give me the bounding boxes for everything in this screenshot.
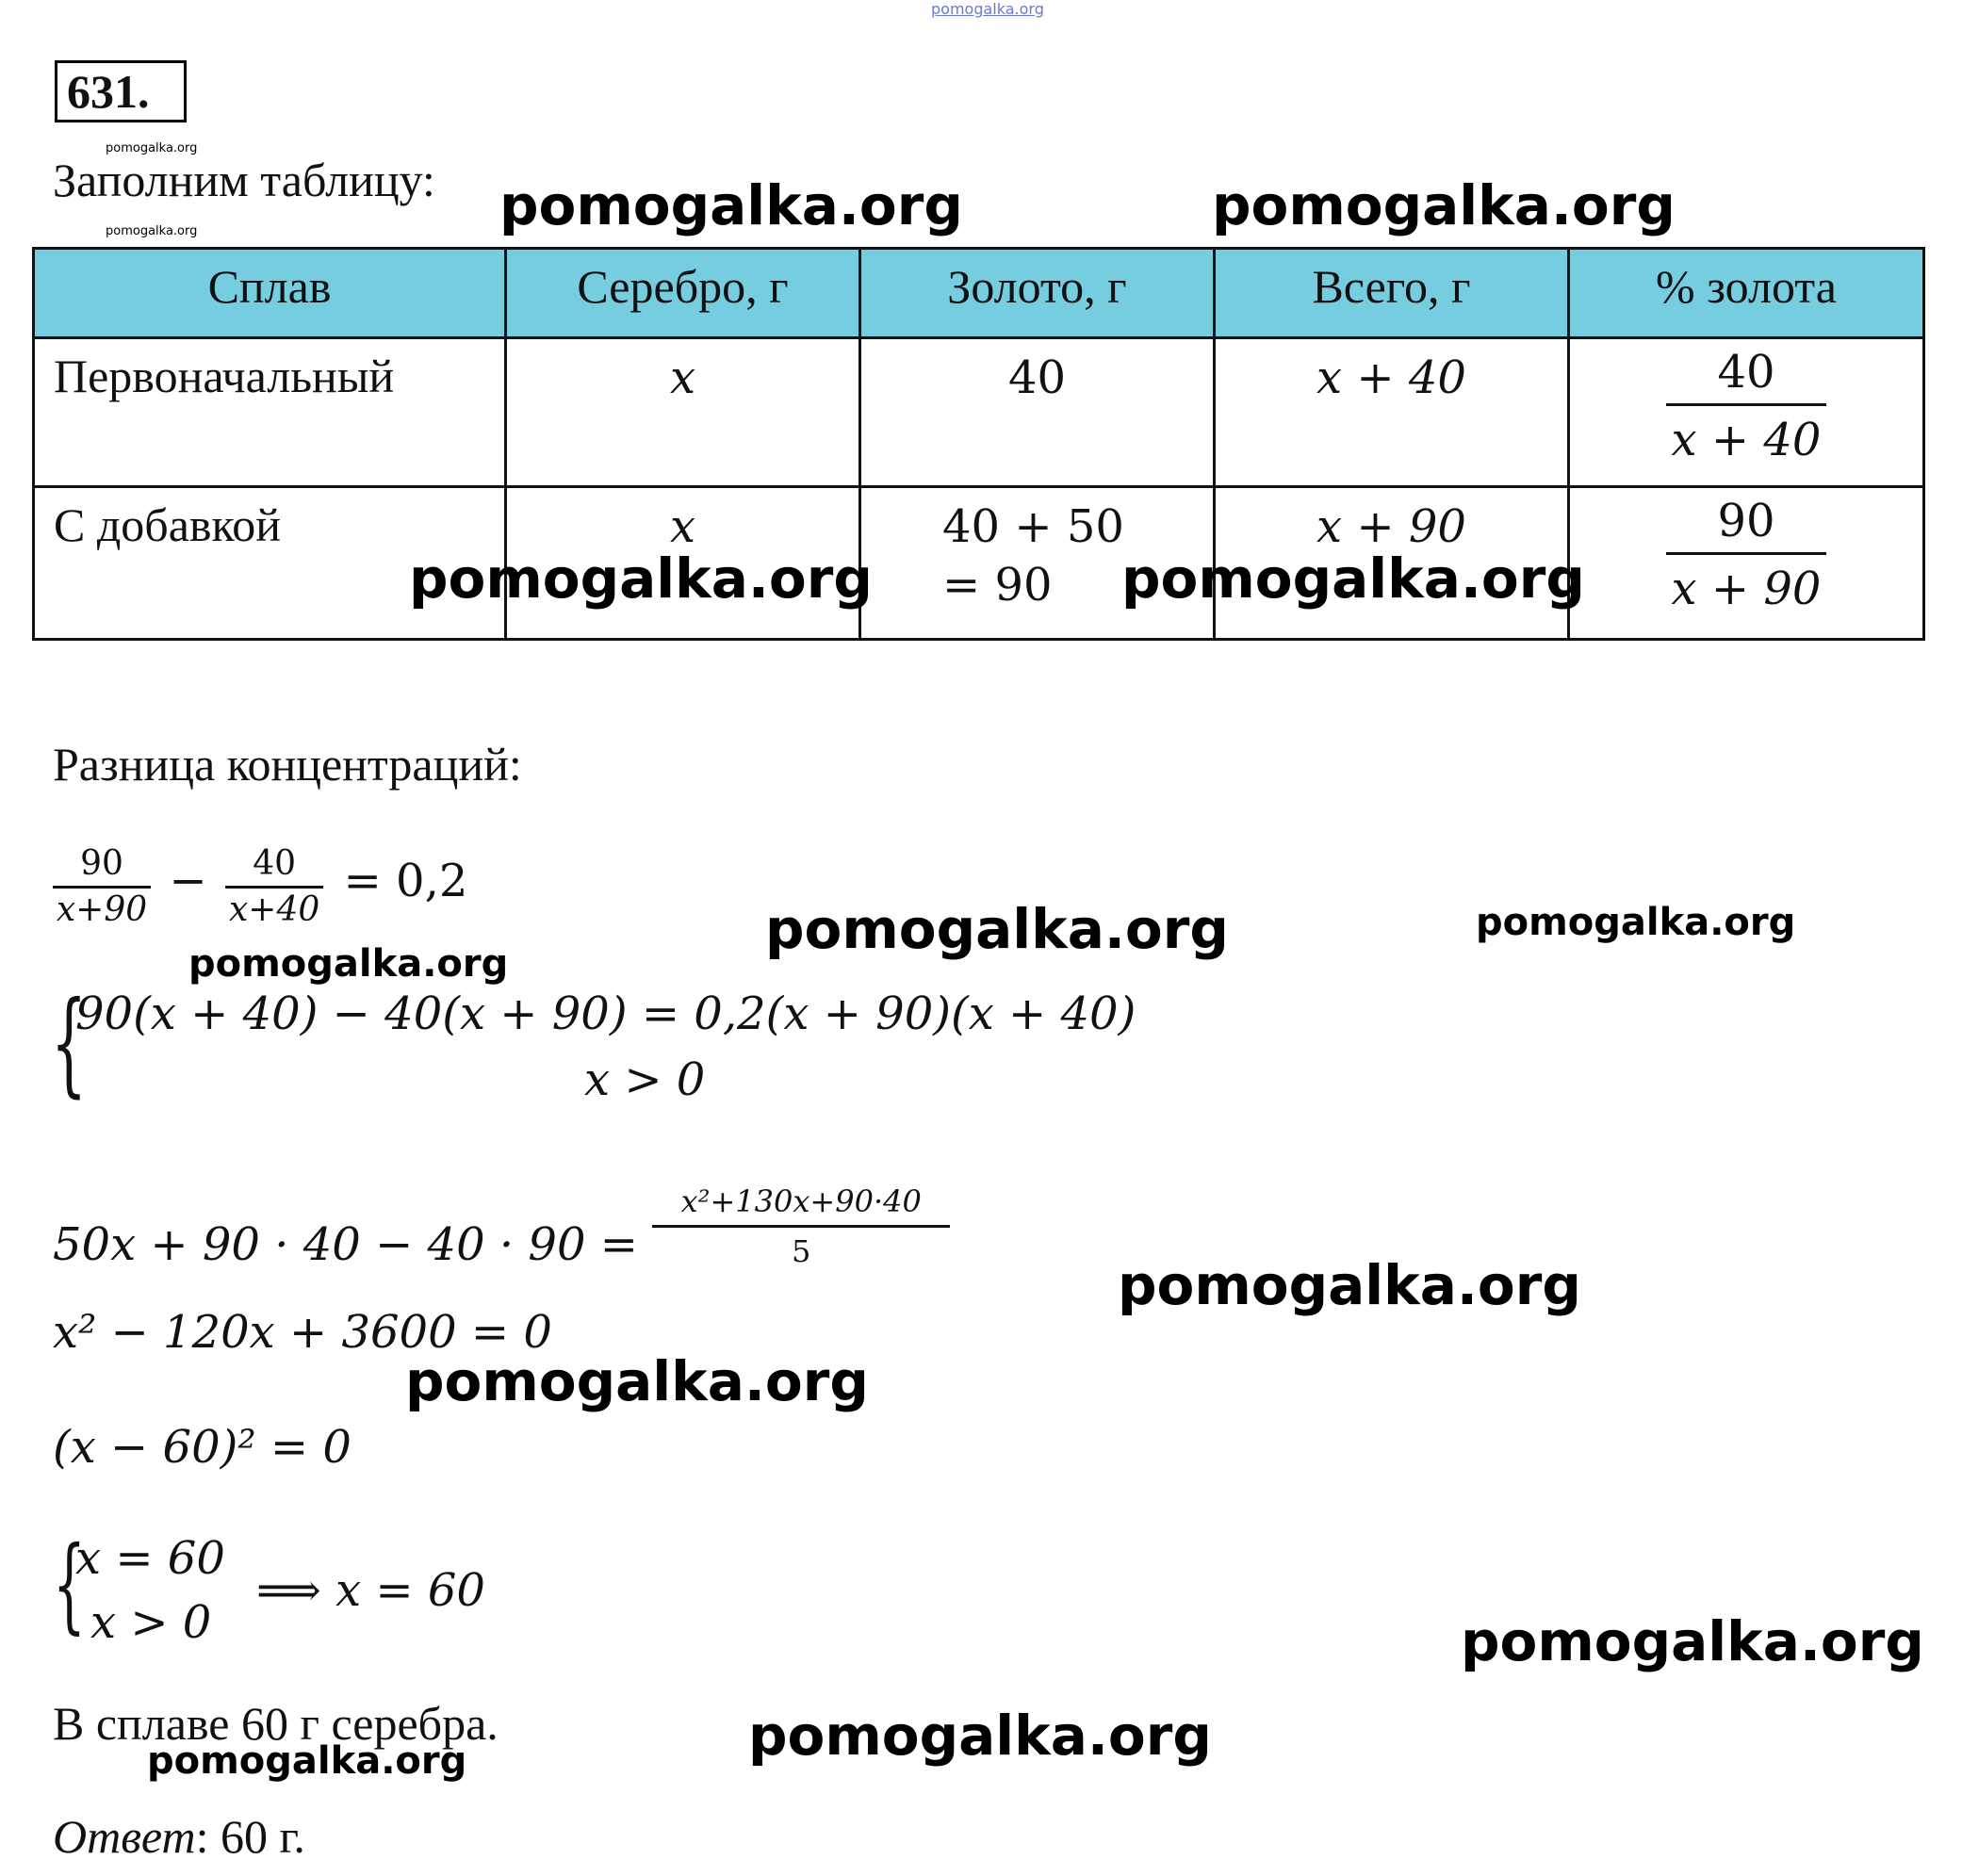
system-brace: { bbox=[53, 1524, 86, 1644]
frac-numerator: 40 bbox=[253, 844, 297, 883]
watermark: pomogalka.org bbox=[1121, 546, 1585, 611]
row-silver: x bbox=[506, 338, 860, 487]
table-header-row bbox=[34, 249, 1924, 338]
answer bbox=[53, 1809, 305, 1864]
header-alloy: Сплав bbox=[34, 249, 506, 338]
equation-1 bbox=[53, 842, 467, 932]
watermark: pomogalka.org bbox=[748, 1704, 1212, 1768]
pct-numerator: 90 bbox=[1717, 495, 1775, 547]
header-gold-percent: % золота bbox=[1569, 249, 1924, 338]
watermark: pomogalka.org bbox=[499, 173, 963, 237]
system2-line-1: x = 60 bbox=[75, 1532, 225, 1585]
answer-value: : 60 г. bbox=[195, 1810, 305, 1863]
frac-denominator: 5 bbox=[652, 1225, 950, 1275]
equation-4: x² − 120x + 3600 = 0 bbox=[53, 1306, 552, 1359]
row-gold-percent bbox=[1569, 487, 1924, 640]
watermark: pomogalka.org bbox=[405, 1349, 869, 1413]
pct-numerator: 40 bbox=[1717, 346, 1775, 399]
watermark-small: pomogalka.org bbox=[106, 224, 198, 238]
watermark: pomogalka.org bbox=[188, 942, 509, 986]
conclusion-text: В сплаве 60 г серебра. bbox=[53, 1697, 499, 1750]
frac-denominator: x+40 bbox=[225, 886, 323, 932]
watermark: pomogalka.org bbox=[1212, 173, 1676, 237]
row-gold: 40 bbox=[860, 338, 1215, 487]
watermark: pomogalka.org bbox=[1476, 901, 1796, 944]
watermark: pomogalka.org bbox=[409, 546, 873, 611]
system1-line-2: x > 0 bbox=[584, 1053, 706, 1106]
equation-lhs: 50x + 90 · 40 − 40 · 90 = bbox=[53, 1218, 638, 1271]
top-watermark: pomogalka.org bbox=[931, 0, 1044, 18]
equation-3 bbox=[53, 1178, 950, 1275]
row-silver: x bbox=[506, 487, 860, 640]
row-total: x + 40 bbox=[1215, 338, 1569, 487]
equation-rhs: = 0,2 bbox=[343, 854, 468, 907]
answer-label: Ответ bbox=[53, 1810, 196, 1863]
frac-numerator: x²+130x+90·40 bbox=[680, 1183, 922, 1219]
pct-denominator: x + 90 bbox=[1666, 552, 1826, 623]
row-gold-percent bbox=[1569, 338, 1924, 487]
gold-line-2: = 90 bbox=[942, 559, 1053, 612]
watermark: pomogalka.org bbox=[1461, 1609, 1924, 1673]
pct-denominator: x + 40 bbox=[1666, 403, 1826, 474]
system1-line-1: 90(x + 40) − 40(x + 90) = 0,2(x + 90)(x + 40) bbox=[75, 987, 1136, 1040]
watermark: pomogalka.org bbox=[147, 1739, 467, 1783]
watermark: pomogalka.org bbox=[765, 897, 1229, 961]
table-row bbox=[34, 338, 1924, 487]
row-name: С добавкой bbox=[34, 487, 506, 640]
header-total: Всего, г bbox=[1215, 249, 1569, 338]
gold-line-1: 40 + 50 bbox=[942, 500, 1124, 553]
system2-result: ⟹ x = 60 bbox=[256, 1564, 485, 1617]
watermark-small: pomogalka.org bbox=[106, 141, 198, 155]
watermark: pomogalka.org bbox=[1118, 1253, 1581, 1317]
frac-denominator: x+90 bbox=[53, 886, 151, 932]
row-name: Первоначальный bbox=[34, 338, 506, 487]
table-row bbox=[34, 487, 1924, 640]
system2-line-2: x > 0 bbox=[90, 1596, 212, 1649]
equation-5: (x − 60)² = 0 bbox=[53, 1421, 352, 1474]
intro-text: Заполним таблицу: bbox=[53, 154, 435, 206]
header-gold: Золото, г bbox=[860, 249, 1215, 338]
header-silver: Серебро, г bbox=[506, 249, 860, 338]
alloy-table bbox=[32, 247, 1925, 641]
problem-number: 631. bbox=[55, 60, 187, 122]
system-brace: { bbox=[51, 978, 88, 1109]
minus-sign: − bbox=[169, 854, 207, 907]
row-total: x + 90 bbox=[1215, 487, 1569, 640]
concentration-label: Разница концентраций: bbox=[53, 738, 522, 791]
frac-numerator: 90 bbox=[80, 844, 123, 883]
